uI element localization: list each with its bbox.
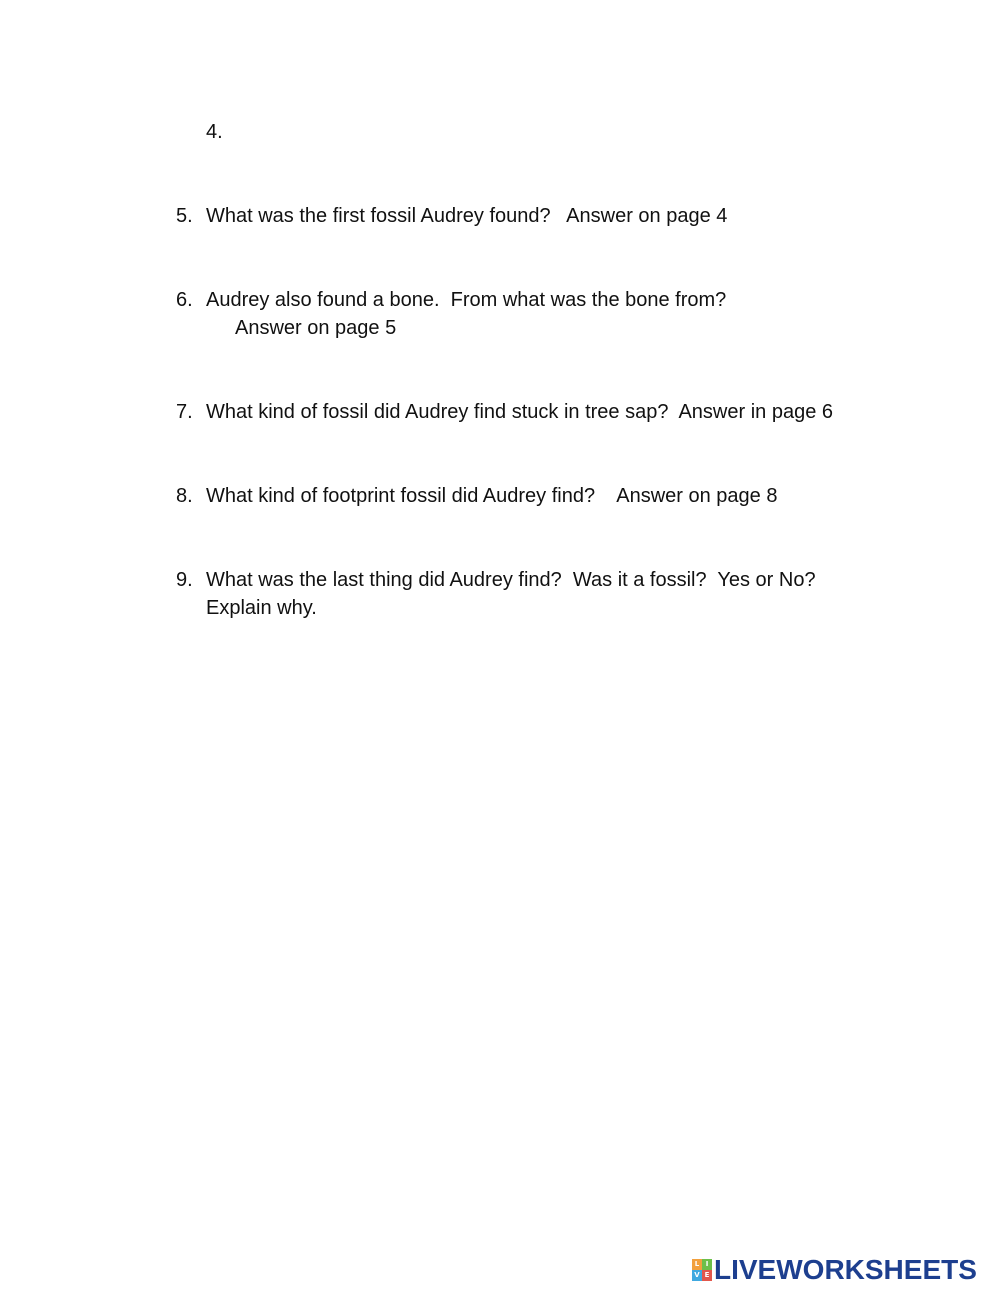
question-9 [176, 566, 816, 706]
logo-letter-i: I [702, 1259, 712, 1270]
question-text: Audrey also found a bone. From what was the bone from? [206, 289, 727, 311]
question-4 [206, 118, 228, 202]
liveworksheets-logo-icon [692, 1259, 712, 1281]
question-number: 7. [176, 401, 193, 423]
logo-letter-e: E [702, 1270, 712, 1281]
liveworksheets-brand-text: LIVEWORKSHEETS [714, 1254, 977, 1285]
logo-letter-l: L [692, 1259, 702, 1270]
question-text: What kind of fossil did Audrey find stuck in tree sap? Answer in page 6 [206, 401, 834, 423]
logo-letter-v: V [692, 1270, 702, 1281]
question-number: 5. [176, 205, 193, 227]
question-number: 6. [176, 289, 193, 311]
question-number: 9. [176, 569, 193, 591]
question-continuation: Explain why. [206, 597, 317, 619]
question-number: 4. [206, 121, 223, 143]
liveworksheets-logo[interactable] [692, 1255, 977, 1285]
question-text: What was the first fossil Audrey found? Answer on page 4 [206, 205, 728, 227]
question-text: What kind of footprint fossil did Audrey find? Answer on page 8 [206, 485, 778, 507]
question-text: What was the last thing did Audrey find? Was it a fossil? Yes or No? [206, 569, 816, 591]
question-continuation: Answer on page 5 [235, 317, 397, 339]
question-number: 8. [176, 485, 193, 507]
